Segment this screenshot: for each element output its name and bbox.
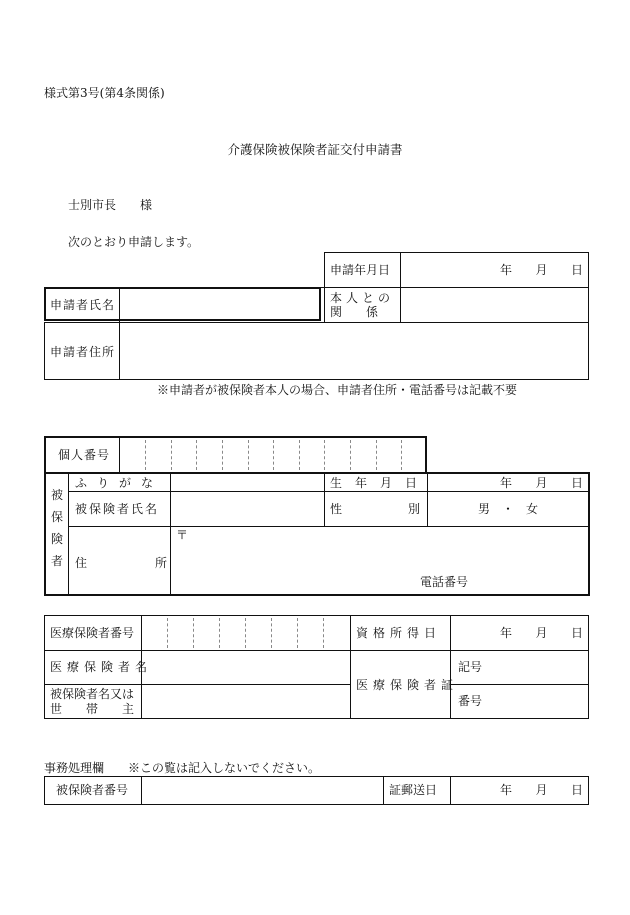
phone-label: 電話番号 xyxy=(420,575,469,589)
applicant-note: ※申請者が被保険者本人の場合、申請者住所・電話番号は記載不要 xyxy=(157,383,518,397)
my-number-label: 個人番号 xyxy=(58,448,111,462)
applicant-name-label: 申請者氏名 xyxy=(50,298,116,312)
qualification-date-label: 資格所得日 xyxy=(356,626,442,640)
relation-label-1: 本人との xyxy=(330,291,395,305)
insurer-name-input[interactable] xyxy=(144,652,347,682)
relation-input[interactable] xyxy=(402,289,586,321)
applicant-address-input[interactable] xyxy=(122,324,586,377)
office-insured-number-input[interactable] xyxy=(144,778,380,802)
insured-address-input[interactable] xyxy=(190,529,584,569)
birth-date-label: 生年月日 xyxy=(330,476,431,490)
card-symbol-label: 記号 xyxy=(458,660,483,674)
my-number-input[interactable] xyxy=(122,440,424,470)
insured-side-label: 被 保 険 者 xyxy=(50,488,63,568)
furigana-input[interactable] xyxy=(173,475,321,490)
insured-name-input[interactable] xyxy=(173,494,321,524)
intro-text: 次のとおり申請します。 xyxy=(68,235,200,249)
form-title: 介護保険被保険者証交付申請書 xyxy=(227,142,403,157)
insurer-name-label: 医療保険者名 xyxy=(50,660,153,674)
office-insured-number-label: 被保険者番号 xyxy=(56,783,129,797)
phone-input[interactable] xyxy=(476,572,584,590)
postal-mark: 〒 xyxy=(176,528,189,542)
applicant-address-label: 申請者住所 xyxy=(50,345,116,359)
card-symbol-input[interactable] xyxy=(486,652,586,682)
insurance-number-input[interactable] xyxy=(144,618,347,648)
application-date-units: 年 月 日 xyxy=(500,263,583,277)
card-number-label: 番号 xyxy=(458,694,483,708)
office-note: ※この覧は記入しないでください。 xyxy=(128,761,321,775)
card-number-input[interactable] xyxy=(486,686,586,716)
card-mailed-date-label: 証郵送日 xyxy=(389,783,438,797)
furigana-label: ふりがな xyxy=(75,476,164,490)
insurance-card-label: 医療保険者証 xyxy=(356,678,459,692)
relation-label-2: 関 係 xyxy=(330,305,379,319)
card-mailed-date-units: 年 月 日 xyxy=(500,783,583,797)
birth-date-input[interactable] xyxy=(430,475,495,490)
form-number: 様式第3号(第4条関係) xyxy=(44,86,165,100)
insured-name-or-head-label-1: 被保険者名又は xyxy=(50,687,135,701)
card-mailed-date-input[interactable] xyxy=(453,778,495,802)
application-date-label: 申請年月日 xyxy=(330,263,391,277)
insurance-number-label: 医療保険者番号 xyxy=(50,626,135,640)
insured-name-or-head-label-2: 世 帯 主 xyxy=(50,702,141,716)
birth-date-units: 年 月 日 xyxy=(500,476,583,490)
addressee: 士別市長 様 xyxy=(68,198,153,212)
qualification-date-input[interactable] xyxy=(453,618,495,648)
sex-options[interactable]: 男 ・ 女 xyxy=(477,502,538,516)
qualification-date-units: 年 月 日 xyxy=(500,626,583,640)
insured-name-or-head-input[interactable] xyxy=(144,686,347,716)
insured-address-label: 住所 xyxy=(75,556,236,570)
application-date-input[interactable] xyxy=(402,254,492,286)
sex-label: 性別 xyxy=(330,502,487,516)
office-heading: 事務処理欄 xyxy=(44,761,105,775)
applicant-name-input[interactable] xyxy=(122,290,318,319)
insured-name-label: 被保険者氏名 xyxy=(75,502,160,516)
